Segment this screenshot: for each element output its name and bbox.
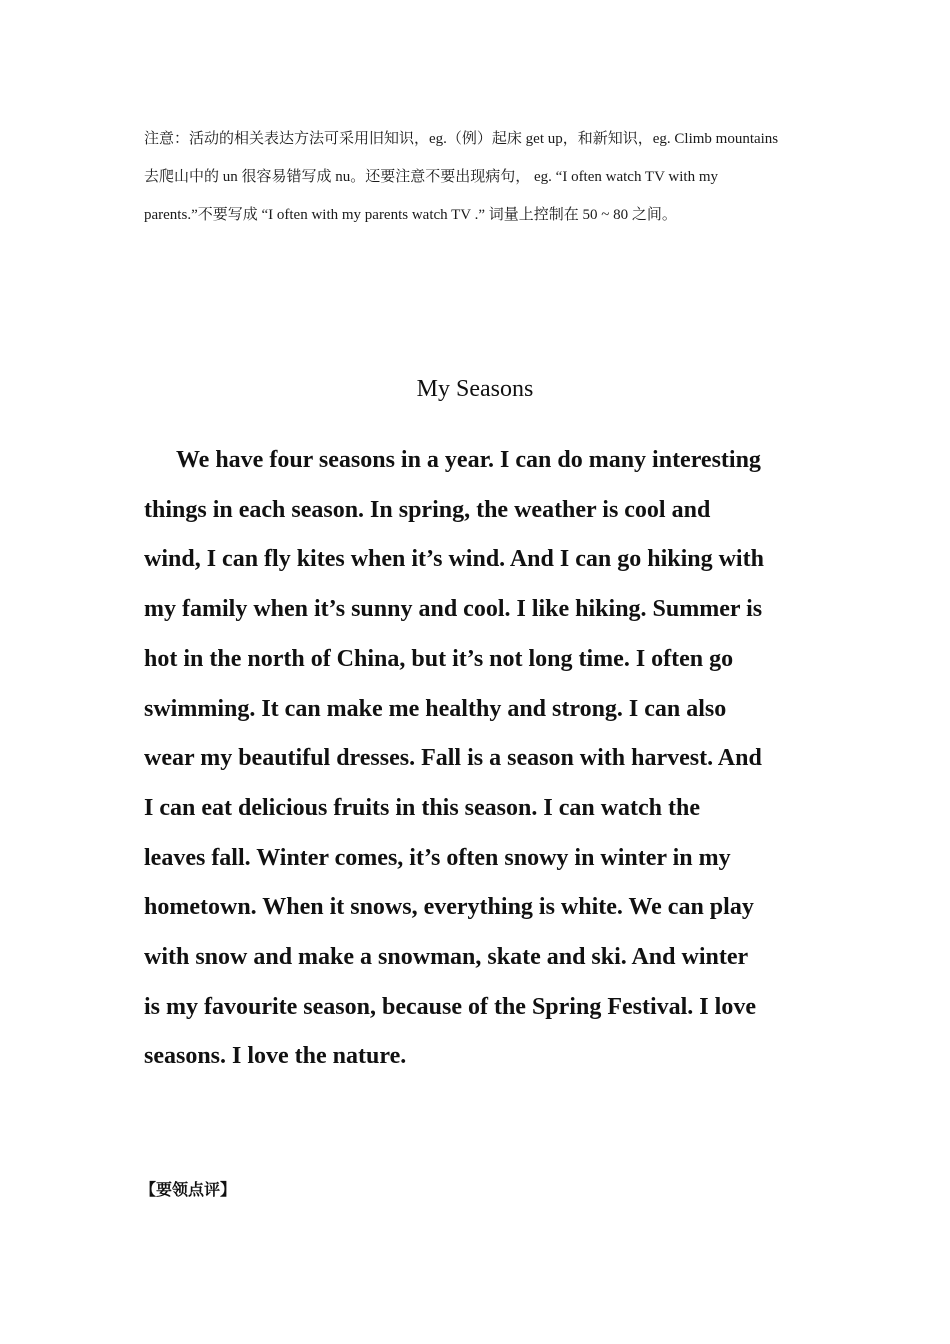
essay-line: wear my beautiful dresses. Fall is a season with harvest. And	[144, 745, 762, 772]
essay-body	[144, 436, 824, 1082]
essay-line: my family when it’s sunny and cool. I like hiking. Summer is	[144, 596, 763, 623]
writing-note	[144, 120, 812, 234]
essay-line: leaves fall. Winter comes, it’s often snowy in winter in my	[144, 844, 731, 871]
essay-line: wind, I can fly kites when it’s wind. And I can go hiking with	[144, 546, 764, 573]
essay-line: hometown. When it snows, everything is white. We can play	[144, 894, 754, 921]
note-line: parents.”不要写成 “I often with my parents watch TV .” 词量上控制在 50 ~ 80 之间。	[144, 207, 677, 223]
note-line: 去爬山中的 un 很容易错写成 nu。还要注意不要出现病句， eg. “I often watch TV with my	[144, 169, 718, 185]
essay-title: My Seasons	[416, 376, 534, 402]
essay-line: hot in the north of China, but it’s not long time. I often go	[144, 645, 734, 672]
essay-line: things in each season. In spring, the weather is cool and	[144, 496, 711, 523]
essay-line: seasons. I love the nature.	[144, 1043, 407, 1070]
essay-line: is my favourite season, because of the Spring Festival. I love	[144, 993, 756, 1020]
essay-line: swimming. It can make me healthy and strong. I can also	[144, 695, 727, 722]
note-line: 注意：活动的相关表达方法可采用旧知识，eg.（例）起床 get up，和新知识，eg. Climb mountains	[144, 131, 779, 147]
essay-line: I can eat delicious fruits in this season. I can watch the	[144, 794, 701, 821]
essay-line: with snow and make a snowman, skate and ski. And winter	[144, 944, 749, 971]
section-heading-key-points: 【要领点评】	[140, 1182, 237, 1199]
essay-line: We have four seasons in a year. I can do many interesting	[176, 447, 761, 473]
